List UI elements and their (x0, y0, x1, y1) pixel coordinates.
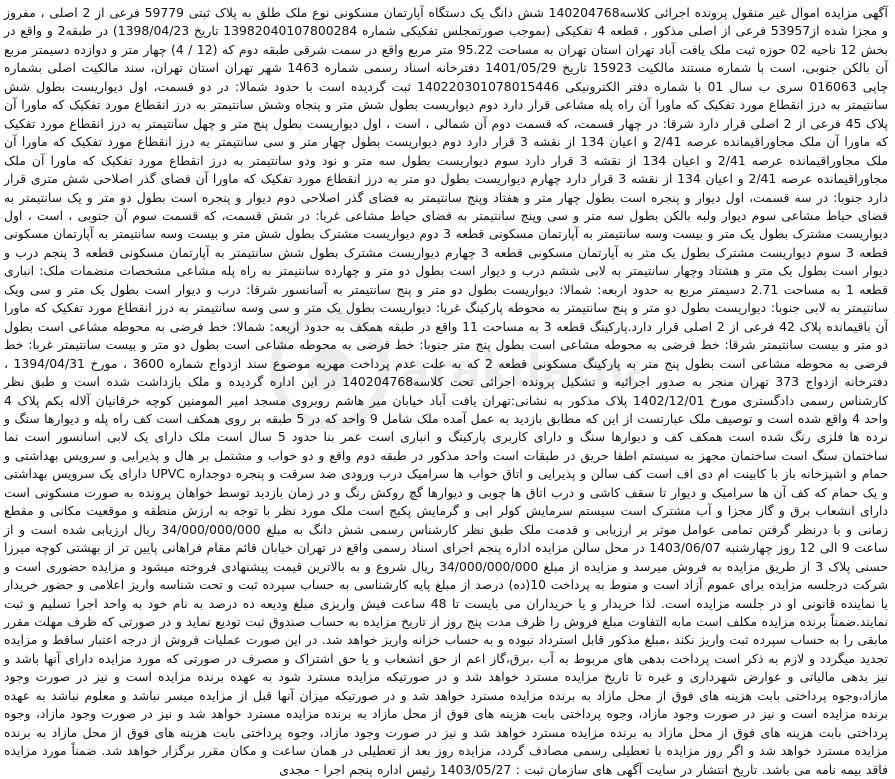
watermark-text: arakdarna (400, 345, 640, 396)
auction-notice-text: آگهی مزایده اموال غیر منقول پرونده اجرائی کلاسه140204768 شش دانگ یک دستگاه آپارتمان مسکونی نوع ملک طلق به پلاک ثبتی 59779 فرعی از 2 اصلی ، مفروز و مجزا شده از53957 فرعی از اصلی مذکور ، قطعه 4 تفکیکی (بموجب صورتمجلس تفکیکی شماره 13982040107800284 تاریخ 1398/04/23) در طبقه2 و واقع در بخش 12 ناحیه 02 حوزه ثبت ملک یافت آباد تهران استان تهران به مساحت 95.22 متر مربع واقع در سمت شرقی طبقه دوم که (12 / 4) چهار متر و دوازده دسیمتر مربع آن بالکن جنوبی، است با شماره مستند مالکیت 15923 تاریخ 1401/05/29 دفترخانه اسناد رسمی شماره 1463 شهر تهران استان تهران، سند مالکیت اصلی بشماره چاپی 016063 سری ب سال 01 با شماره دفتر الکترونیکی 140220301078015446 ثبت گردیده است با حدود شمالا: در دو قسمت، اول دیواریست بطول شش سانتیمتر به درز انقطاع مورد تفکیک که ماورا آن راه پله مشاعی قرار دارد دوم دیواریست بطول شش متر و پنجاه وشش سانتیمتر به درز انقطاع مورد تفکیک که ماورا آن پلاک 45 فرعی از 2 اصلی قرار دارد شرقا: در چهار قسمت، که قسمت دوم آن شمالی ، است ، اول دیواریست بطول پنج متر و چهل سانتیمتر به درز انقطاع مورد تفکیک که ماورا آن ملک مجاوراقیمانده عرصه 2/41 و اعیان 134 از نقشه 3 قرار دارد دوم دیواریست بطول چهار متر و سی سانتیمتر به درز انقطاع مورد تفکیک که ماورا آن ملک مجاوراقیمانده عرصه 2/41 و اعیان 134 از نقشه 3 قرار دارد سوم دیواریست بطول سه متر و نود ودو سانتیمتر به درز انقطاع مورد تفکیک که ماورا آن ملک مجاوراقیمانده عرصه 2/41 و اعیان 134 از نقشه 3 قرار دارد چهارم دیواریست بطول دو متر به درز انقطاع مورد تفکیک که ماورا آن فضای گذر اصلاحی شش متری قرار دارد جنوبا: در سه قسمت، اول دیوار و پنجره است بطول چهار متر و هفتاد وپنج سانتیمتر به فضای گذر اصلاحی دوم دیوار و پنجره است بطول دو متر و یک سانتیمتر به فضای حیاط مشاعی سوم دیوار ولبه بالکن بطول سه متر و سی وپنج سانتیمتر به فضای حیاط مشاعی غربا: در شش قسمت، که قسمت سوم آن جنوبی ، است ، اول دیواریست مشترک بطول یک متر و بیست وسه سانتیمتر به آپارتمان مسکونی قطعه 3 دوم دیواریست مشترک بطول شش متر و بیست وسه سانتیمتر به آپارتمان مسکونی قطعه 3 سوم دیواریست مشترک بطول یک متر به آپارتمان مسکونی قطعه 3 چهارم دیواریست مشترک بطول شش سانتیمتر به آپارتمان مسکونی قطعه 3 پنجم درب و دیوار است بطول یک متر و هشتاد وچهار سانتیمتر به لابی ششم درب و دیوار است بطول دو متر و چهارده سانتیمتر به راه پله مشاعی مشخصات منضمات ملک: انباری قطعه 1 به مساحت 2.71 دسیمتر مربع به حدود اربعه: شمالا: دیواریست بطول دو متر و پنج سانتیمتر به آسانسور شرقا: درب و دیوار است بطول یک متر و سی ویک سانتیمتر به لابی جنوبا: دیواریست بطول دو متر و پنج سانتیمتر به محوطه پارکینگ غربا: دیواریست بطول یک متر و سی وسه سانتیمتر به درز انقطاع مورد تفکیک که ماورا آن باقیمانده پلاک 42 فرعی از 2 اصلی قرار دارد.پارکینگ قطعه 3 به مساحت 11 واقع در طبقه همکف به حدود اربعه: شمالا: خط فرضی به محوطه مشاعی است بطول دو متر و بیست سانتیمتر شرقا: خط فرضی به محوطه مشاعی است بطول پنج متر جنوبا: خط فرضی به محوطه مشاعی است بطول دو متر و بیست سانتیمتر غربا: خط فرضی به محوطه مشاعی است بطول پنج متر به پارکینگ مسکونی قطعه 2 که به علت عدم پرداخت مهریه موضوع سند ازدواج شماره 3600 ، مورخ 1394/04/31 ، دفترخانه ازدواج 373 تهران منجر به صدور اجرائیه و تشکیل پرونده اجرائی تحت کلاسه140204768 در این اداره گردیده و ملک بازداشت شده است و طبق نظر کارشناس رسمی دادگستری مورخ 1402/12/01 پلاک مذکور به نشانی:تهران یافت آباد خیابان میر هاشم روبروی مسجد امیر المومنین کوچه خرقانیان آلاله یکم پلاک 4 واحد 4 واقع شده است و توصیف ملک عبارتست از این که مطابق بازدید به عمل آمده ملک شامل 9 واحد که در 5 طبقه بر روی همکف است کف راه پله و دیوارها سنگ و نرده ها فلزی رنگ شده است همکف کف و دیوارها سنگ و دارای کاربری پارکینگ و انباری است عمر بنا حدود 5 سال است ملک دارای یک لابی اسانسور است نما ساختمان سنگ است ساختمان مجهز به سیستم اطفا حریق در طبقات است واحد مذکور در طبقه دوم واقع و دو خواب و مشتمل بر هال و پذیرایی و سرویس بهداشتی و حمام و اشپزخانه باز با کابینت ام دی اف است کف سالن و پذیرایی و اتاق خواب ها سرامیک درب ورودی ضد سرقت و پنجره دوجداره UPVC دارای یک سرویس بهداشتی و یک حمام که کف آن ها سرامیک و دیوار تا سقف کاشی و درب اتاق ها چوبی و دیوارها گچ روکش رنگ و در زمان بازدید توسط خواهان پرونده به صورت مسکونی است دارای انشعاب برق و گاز مجزا و آب مشترک است سیستم سرمایش کولر ابی و گرمایش پکیج است ملک مورد نظر با توجه به ارزش منطقه و موقعیت مکانی و مقطع زمانی و با درنظر گرفتن تمامی عوامل موثر بر ارزیابی و قدمت ملک طبق نظر کارشناس رسمی شش دانگ به مبلغ 34/000/000/000 ریال ارزیابی شده است و از ساعت 9 الی 12 روز چهارشنبه 1403/06/07 در محل سالن مزایده اداره پنجم اجرای اسناد رسمی واقع در تهران خیابان قائم مقام فراهانی پایین تر از بهشتی کوچه میرزا حسنی پلاک 3 از طریق مزایده به فروش میرسد و مزایده از مبلغ 34/000/000/000 ریال شروع و به بالاترین قیمت پیشنهادی فروخته میشود و مزایده حضوری است و شرکت درجلسه مزایده برای عموم آزاد است و منوط به پرداخت 10(ده) درصد از مبلغ پایه کارشناسی به حساب سپرده ثبت و تحت شناسه واریز اعلامی و حضور خریدار یا نماینده قانونی او در جلسه مزایده است. لذا خریدار و یا خریداران می بایست تا 48 ساعت فیش واریزی مبلغ ودیعه ده درصد به نام خود به واحد اجرا تسلیم و ثبت نمایند.ضمناً برنده مزایده مکلف است مابه التفاوت مبلغ فروش را ظرف مدت پنج روز از تاریخ مزایده به حساب صندوق ثبت تودیع نماید و در صورتی که ظرف مهلت مقرر مابقی را به حساب سپرده ثبت واریز نکند ،مبلغ مذکور قابل استرداد نبوده و به حساب خزانه واریز خواهد شد. در این صورت عملیات فروش از درجه اعتبار ساقط و مزایده تجدید میگردد و لازم به ذکر است پرداخت بدهی های مربوط به آب ،برق،گاز اعم از حق انشعاب و یا حق اشتراک و مصرف در صورتی که مورد مزایده دارای آنها باشد و نیز بدهی مالیاتی و عوارض شهرداری و غیره تا تاریخ مزایده مسترد خواهد شد و در صورتیکه مزایده مسترد شود به عهده برنده مزایده است و نیز در صورت وجود مازاد،وجوه پرداختی بابت هزینه های فوق از محل مازاد به برنده مزایده مسترد خواهد شد و در صورتیکه میزان آنها قبل از مزایده میسر نباشد و معلوم نباشد به عهده برنده مزایده است و نیز در صورت وجود مازاد، وجوه پرداختی بابت هزینه های فوق از محل مازاد به برنده مزایده مسترد خواهد شد و نیز در صورت وجود مازاد، وجوه پرداختی بابت هزینه های فوق از محل مازاد به برنده مزایده مسترد خواهد شد و نیز در صورت وجود مازاد، وجوه پرداختی بابت هزینه های فوق از محل مازاد به برنده مزایده مسترد خواهد شد و اگر روز مزایده با تعطیلی رسمی مصادف گردد، مزایده روز بعد از تعطیلی در همان ساعت و مکان مقرر برگزار خواهد شد. ضمناً مورد مزایده فاقد بیمه نامه می باشد. تاریخ انتشار در سایت آگهی های سازمان ثبت : 1403/05/27 رئیس اداره پنجم اجرا - مجدی (4, 5, 889, 777)
